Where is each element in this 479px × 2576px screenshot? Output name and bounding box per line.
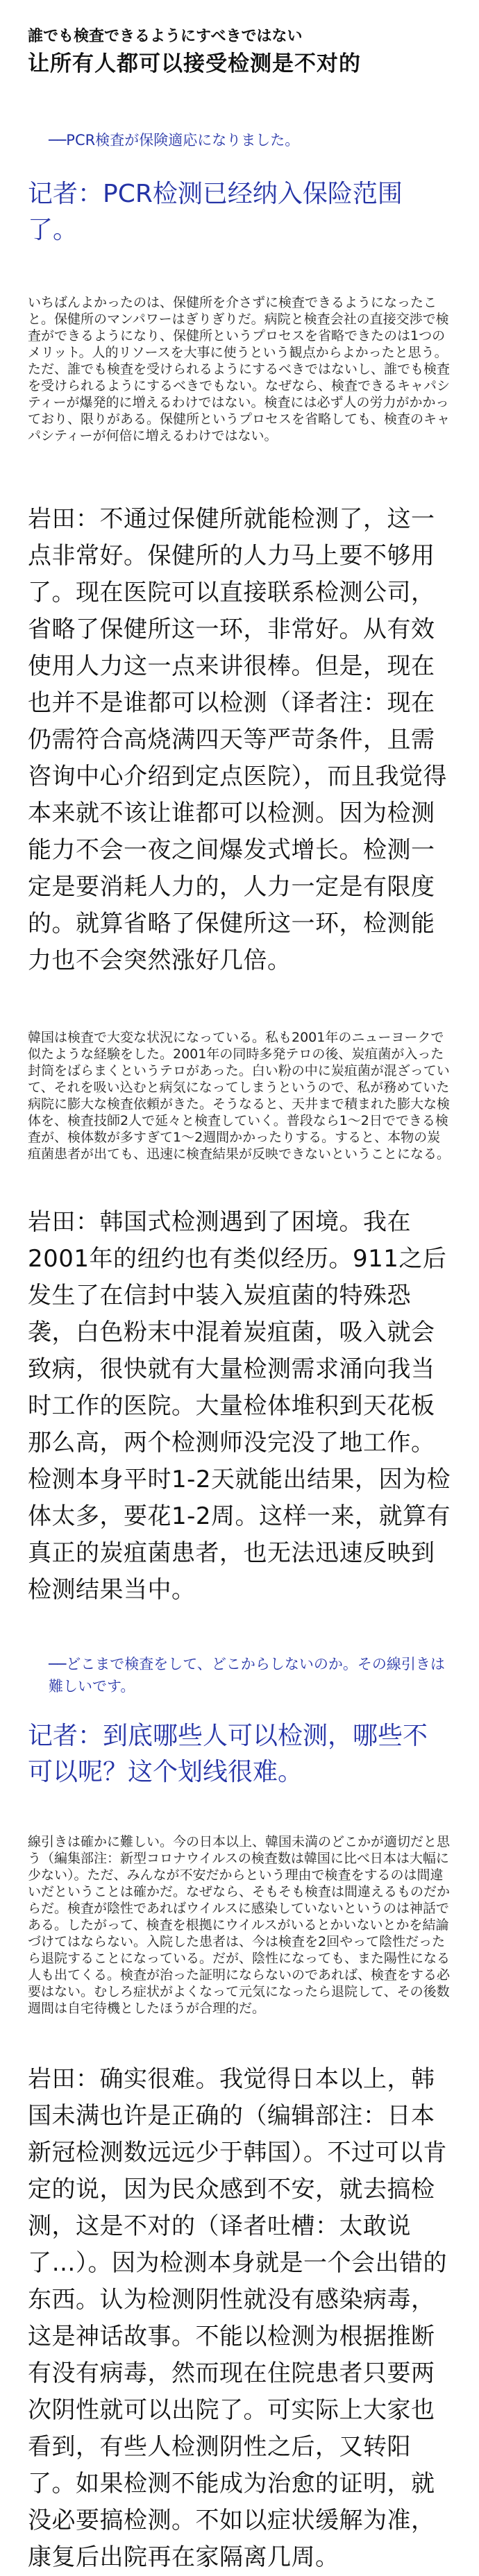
question-cn: 记者：到底哪些人可以检测，哪些不可以呢？这个划线很难。 <box>28 1722 428 1786</box>
answer-jp: 韓国は検査で大変な状況になっている。私も2001年のニューヨークで似たような経験をした。2001年の同時多発テロの後、炭疽菌が入った封筒をばらまくというテロがあった。白い粉の中に炭疽菌が混ざっていて、それを吸い込むと病気になってしまうというので、私が務めていた病院に膨大な検査依頼がきた。そうなると、天井まで積まれた膨大な検体を、検査技師2人で延々と検査していく。普段なら1〜2日でできる検査が、検体数が多すぎて1〜2週間かかったりする。すると、本物の炭疽菌患者が出ても、迅速に検査結果が反映できないということになる。 <box>28 1030 451 1162</box>
answer-cn: 岩田：韩国式检测遇到了困境。我在2001年的纽约也有类似经历。911之后发生了在信封中装入炭疽菌的特殊恐袭，白色粉末中混着炭疽菌，吸入就会致病，很快就有大量检测需求涌向我当时工作的医院。大量检体堆积到天花板那么高，两个检测师没完没了地工作。检测本身平时1-2天就能出结果，因为检体太多，要花1-2周。这样一来，就算有真正的炭疽菌患者，也无法迅速反映到检测结果当中。 <box>28 1208 451 1604</box>
answer-jp: 線引きは確かに難しい。今の日本以上、韓国未満のどこかが適切だと思う（編集部注：新型コロナウイルスの検査数は韓国に比べ日本は大幅に少ない）。ただ、みんなが不安だからという理由で検査をするのは間違いだということは確かだ。なぜなら、そもそも検査は間違えるものだからだ。検査が陰性であればウイルスに感染していないというのは神話である。したがって、検査を根拠にウイルスがいるとかいないとかを結論づけてはならない。入院した患者は、今は検査を2回やって陰性だったら退院することになっている。だが、陰性になっても、また陽性になる人も出てくる。検査が治った証明にならないのであれば、検査をする必要はない。むしろ症状がよくなって元気になったら退院して、その後数週間は自宅待機としたほうが合理的だ。 <box>28 1834 451 2016</box>
article <box>0 26 479 2576</box>
question-jp: ──PCR検査が保険適応になりました。 <box>49 132 300 149</box>
answer-jp: いちばんよかったのは、保健所を介さずに検査できるようになったこと。保健所のマンパワーはぎりぎりだ。病院と検査会社の直接交渉で検査ができるようになり、保健所というプロセスを省略できたのは1つのメリット。人的リソースを大事に使うという観点からよかったと思う。ただ、誰でも検査を受けられるようにするべきではないし、誰でも検査を受けられるようにするべきでもない。なぜなら、検査できるキャパシティーが爆発的に増えるわけではない。検査には必ず人の労力がかかっており、限りがある。保健所というプロセスを省略しても、検査のキャパシティーが何倍に増えるわけではない。 <box>28 295 451 443</box>
question-cn: 记者：PCR检测已经纳入保险范围了。 <box>28 180 403 244</box>
qa-section-1 <box>28 129 451 979</box>
qa-section-3 <box>28 1653 451 2576</box>
answer-cn: 岩田：确实很难。我觉得日本以上，韩国未满也许是正确的（编辑部注：日本新冠检测数远远少于韩国）。不过可以肯定的说，因为民众感到不安，就去搞检测，这是不对的（译者吐槽：太敢说了…）。因为检测本身就是一个会出错的东西。认为检测阴性就没有感染病毒，这是神话故事。不能以检测为根据推断有没有病毒，然而现在住院患者只要两次阴性就可以出院了。可实际上大家也看到，有些人检测阴性之后，又转阳了。如果检测不能成为治愈的证明，就没必要搞检测。不如以症状缓解为准，康复后出院再在家隔离几周。 <box>28 2065 447 2571</box>
answer-cn: 岩田：不通过保健所就能检测了，这一点非常好。保健所的人力马上要不够用了。现在医院可以直接联系检测公司，省略了保健所这一环，非常好。从有效使用人力这一点来讲很棒。但是，现在也并不是谁都可以检测（译者注：现在仍需符合高烧满四天等严苛条件，且需咨询中心介绍到定点医院），而且我觉得本来就不该让谁都可以检测。因为检测能力不会一夜之间爆发式增长。检测一定是要消耗人力的，人力一定是有限度的。就算省略了保健所这一环，检测能力也不会突然涨好几倍。 <box>28 505 447 974</box>
article-kicker: 誰でも検査できるようにすべきではない <box>28 28 303 45</box>
qa-section-2 <box>28 1029 451 1609</box>
question-jp: ──どこまで検査をして、どこからしないのか。その線引きは難しいです。 <box>49 1656 445 1695</box>
article-headline: 让所有人都可以接受检测是不对的 <box>28 51 361 76</box>
